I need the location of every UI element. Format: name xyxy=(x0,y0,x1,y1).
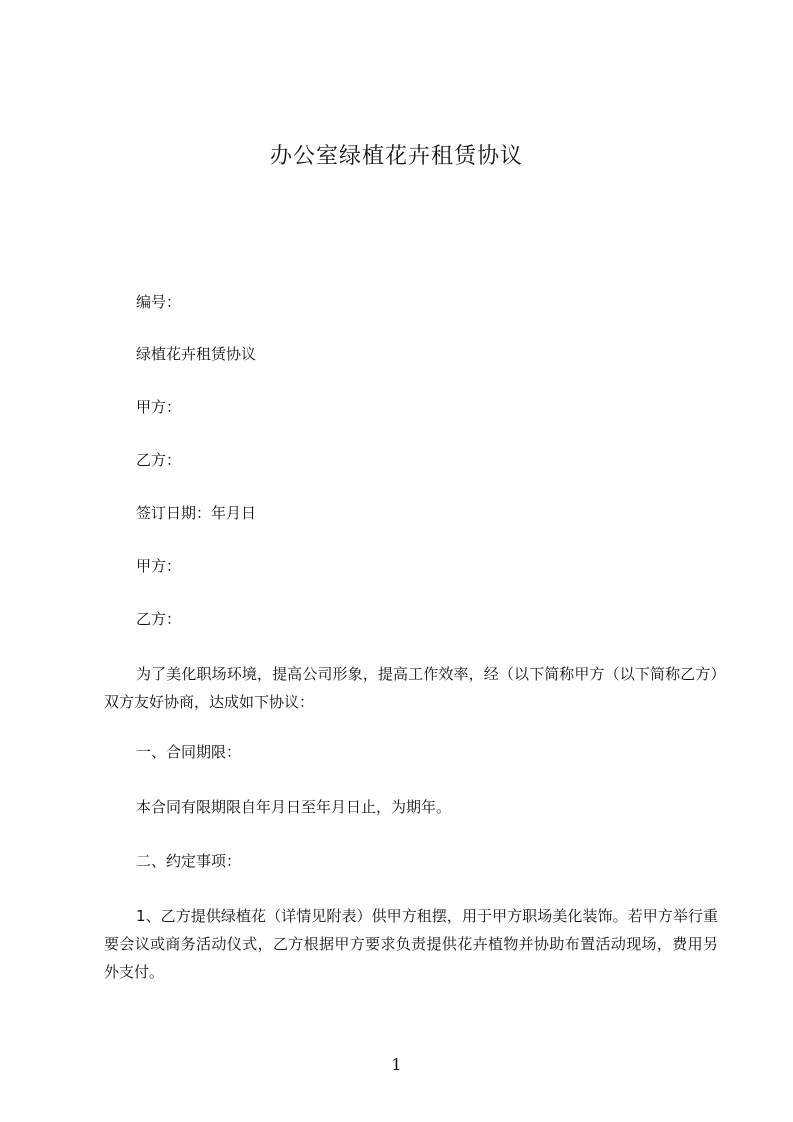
section-2-item-1: 1、乙方提供绿植花（详情见附表）供甲方租摆，用于甲方职场美化装饰。若甲方举行重要会议或商务活动仪式，乙方根据甲方要求负责提供花卉植物并协助布置活动现场，费用另外支付。 xyxy=(104,907,718,981)
section-2-heading: 二、约定事项： xyxy=(136,852,242,870)
section-1-heading: 一、合同期限： xyxy=(136,743,242,761)
intro-paragraph: 为了美化职场环境，提高公司形象，提高工作效率，经（以下简称甲方（以下简称乙方）双方友好协商，达成如下协议： xyxy=(104,665,718,711)
agreement-subtitle: 绿植花卉租赁协议 xyxy=(136,345,257,363)
section-1-body: 本合同有限期限自年月日至年月日止，为期年。 xyxy=(136,798,452,816)
party-a-line-2: 甲方： xyxy=(136,557,182,575)
party-a-line-1: 甲方： xyxy=(136,398,182,416)
page-number: 1 xyxy=(391,1055,402,1074)
sign-date-line: 签订日期：年月日 xyxy=(136,504,257,522)
number-label: 编号： xyxy=(136,293,182,311)
document-title: 办公室绿植花卉租赁协议 xyxy=(269,144,523,169)
party-b-line-2: 乙方： xyxy=(136,610,182,628)
party-b-line-1: 乙方： xyxy=(136,451,182,469)
